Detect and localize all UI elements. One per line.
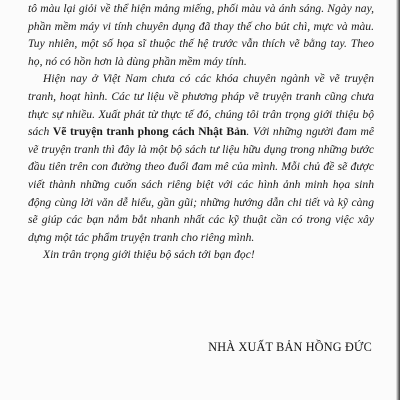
paragraph-1: tô màu lại giỏi về thể hiện mảng miếng, phối màu và ánh sáng. Ngày nay, phần mềm máy vi tính chuyên dụng đã thay thế cho bút chì, mực và màu. Tuy nhiên, một số họa sĩ thuộc thế hệ trước vẫn thích vẽ bằng tay. Theo họ, nó có hồn hơn là dùng phần mềm máy tính. bbox=[28, 2, 374, 68]
paragraph-3: Xin trân trọng giới thiệu bộ sách tới bạn đọc! bbox=[43, 248, 255, 262]
paragraph-2 bbox=[28, 70, 374, 246]
preface-text bbox=[28, 0, 374, 264]
page-edge-shadow bbox=[396, 0, 400, 400]
paragraph-2-intro: Hiện nay ở Việt Nam chưa có các khóa chuyên ngành về vẽ truyện tranh, hoạt hình. Các tư liệu về phương pháp vẽ truyện tranh cũng chưa thực sự nhiều. Xuất phát từ thực tế đó, chúng tôi trân trọng giới thiệu bộ sách bbox=[28, 72, 374, 139]
book-series-title: Vẽ truyện tranh phong cách Nhật Bản bbox=[52, 125, 247, 139]
publisher-name: NHÀ XUẤT BẢN HỒNG ĐỨC bbox=[208, 340, 372, 354]
paragraph-2-body: . Với những người đam mê vẽ truyện tranh thì đây là một bộ sách tư liệu hữu dụng trong những bước đầu tiên trên con đường theo đuổi đam mê của mình. Mỗi chủ đề sẽ được viết thành những cuốn sách riêng biệt với các hình ảnh minh họa sinh động cùng lời văn dễ hiểu, gần gũi; những hướng dẫn chi tiết và kỹ càng sẽ giúp các bạn nắm bắt nhanh nhất các kỹ thuật cần có trong việc xây dựng một tác phẩm truyện tranh cho riêng mình. bbox=[28, 125, 374, 244]
